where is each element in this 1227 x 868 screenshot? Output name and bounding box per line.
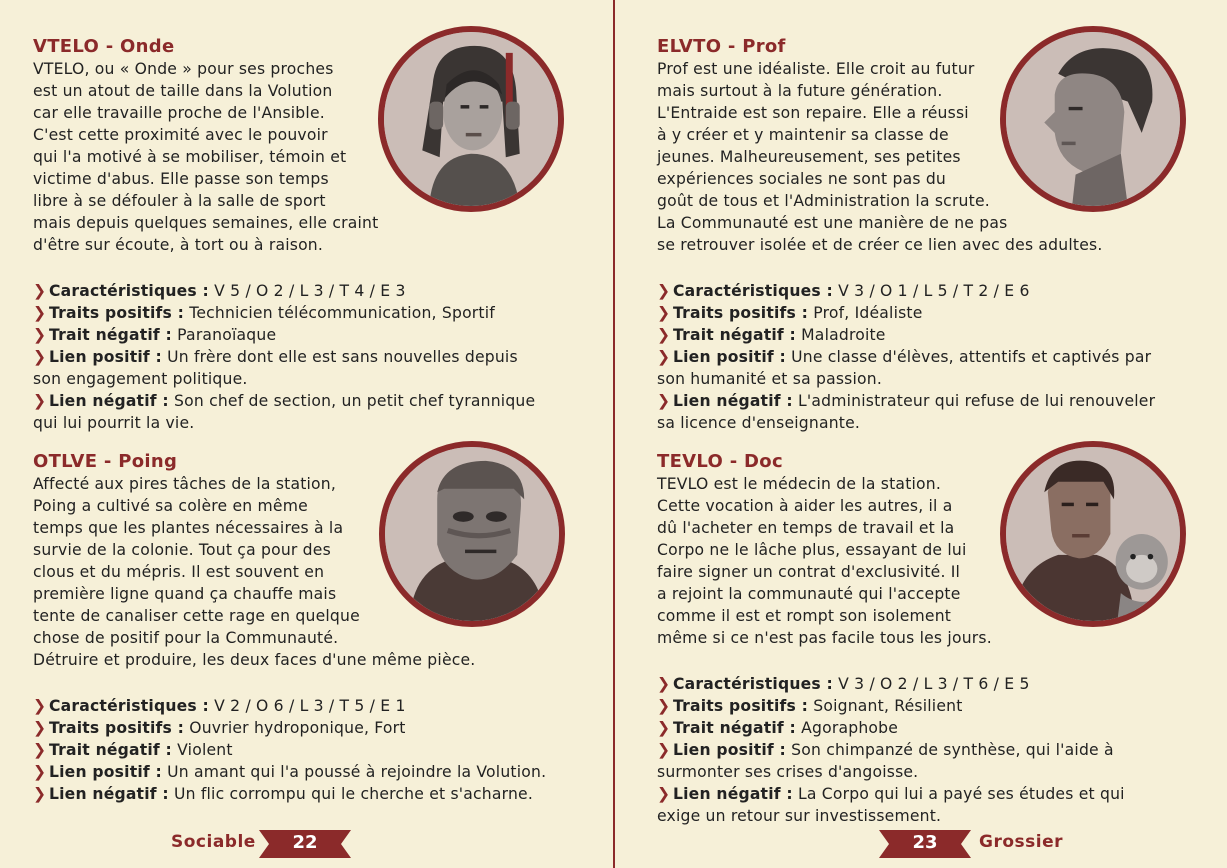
trait-row	[657, 280, 1202, 302]
description-line: Affecté aux pires tâches de la station,	[33, 475, 337, 493]
description-line: comme il est et rompt son isolement	[657, 607, 952, 625]
description-line: L'Entraide est son repaire. Elle a réussi	[657, 104, 969, 122]
trait-value: Maladroite	[801, 326, 886, 344]
trait-label: Traits positifs :	[673, 697, 809, 715]
trait-value: Un frère dont elle est sans nouvelles depuis	[167, 348, 518, 366]
trait-label: Caractéristiques :	[49, 697, 209, 715]
description-line: se retrouver isolée et de créer ce lien avec des adultes.	[657, 236, 1103, 254]
woman-profile-portrait-icon	[1000, 26, 1186, 212]
chevron-right-icon: ❯	[657, 719, 671, 737]
trait-value-continued: exige un retour sur investissement.	[657, 807, 942, 825]
trait-value-continued: sa licence d'enseignante.	[657, 414, 861, 432]
trait-value: Un flic corrompu qui le cherche et s'acharne.	[173, 785, 534, 803]
trait-row	[657, 390, 1202, 434]
chevron-right-icon: ❯	[33, 785, 47, 803]
trait-value: V 5 / O 2 / L 3 / T 4 / E 3	[214, 282, 406, 300]
character-name: ELVTO - Prof	[657, 36, 786, 57]
chevron-right-icon: ❯	[657, 741, 671, 759]
trait-value: Violent	[177, 741, 233, 759]
trait-label: Lien positif :	[49, 348, 162, 366]
description-line: jeunes. Malheureusement, ses petites	[657, 148, 961, 166]
description-line: première ligne quand ça chauffe mais	[33, 585, 337, 603]
page-number-flag-left	[255, 826, 355, 862]
trait-row	[657, 324, 1202, 346]
chevron-right-icon: ❯	[657, 392, 671, 410]
trait-label: Lien négatif :	[49, 392, 169, 410]
description-line: Cette vocation à aider les autres, il a	[657, 497, 953, 515]
chevron-right-icon: ❯	[33, 392, 47, 410]
character-name: OTLVE - Poing	[33, 451, 178, 472]
description-line: à y créer et y maintenir sa classe de	[657, 126, 949, 144]
page-number-right: 23	[912, 832, 938, 853]
description-line: victime d'abus. Elle passe son temps	[33, 170, 329, 188]
trait-label: Traits positifs :	[49, 304, 185, 322]
description-line: temps que les plantes nécessaires à la	[33, 519, 344, 537]
trait-row	[657, 783, 1202, 827]
trait-value: Prof, Idéaliste	[813, 304, 923, 322]
description-line: expériences sociales ne sont pas du	[657, 170, 947, 188]
trait-row	[33, 761, 593, 783]
description-line: C'est cette proximité avec le pouvoir	[33, 126, 328, 144]
trait-label: Trait négatif :	[673, 719, 796, 737]
description-line: TEVLO est le médecin de la station.	[657, 475, 942, 493]
trait-value: Une classe d'élèves, attentifs et captivés par	[791, 348, 1152, 366]
trait-label: Caractéristiques :	[49, 282, 209, 300]
traits-list	[657, 673, 1202, 827]
trait-label: Lien positif :	[673, 741, 786, 759]
chevron-right-icon: ❯	[657, 348, 671, 366]
traits-list	[33, 280, 593, 434]
description-line: est un atout de taille dans la Volution	[33, 82, 333, 100]
trait-value: Agoraphobe	[801, 719, 899, 737]
trait-label: Traits positifs :	[673, 304, 809, 322]
chevron-right-icon: ❯	[657, 282, 671, 300]
trait-label: Caractéristiques :	[673, 675, 833, 693]
trait-row	[33, 324, 593, 346]
trait-row	[657, 717, 1202, 739]
traits-list	[657, 280, 1202, 434]
chevron-right-icon: ❯	[33, 304, 47, 322]
trait-row	[33, 717, 593, 739]
description-line: dû l'acheter en temps de travail et la	[657, 519, 955, 537]
trait-value-continued: qui lui pourrit la vie.	[33, 414, 195, 432]
chevron-right-icon: ❯	[657, 304, 671, 322]
man-with-chimpanzee-portrait-icon	[1000, 441, 1186, 627]
page-divider	[613, 0, 615, 868]
description-line: chose de positif pour la Communauté.	[33, 629, 339, 647]
chevron-right-icon: ❯	[33, 741, 47, 759]
description-line: VTELO, ou « Onde » pour ses proches	[33, 60, 334, 78]
description-line: survie de la colonie. Tout ça pour des	[33, 541, 331, 559]
description-line: clous et du mépris. Il est souvent en	[33, 563, 325, 581]
chevron-right-icon: ❯	[33, 719, 47, 737]
chevron-right-icon: ❯	[657, 326, 671, 344]
page-number-flag-right	[875, 826, 975, 862]
chevron-right-icon: ❯	[657, 785, 671, 803]
chevron-right-icon: ❯	[33, 763, 47, 781]
trait-row	[33, 783, 593, 805]
trait-value-continued: son engagement politique.	[33, 370, 248, 388]
trait-row	[657, 302, 1202, 324]
trait-label: Lien négatif :	[673, 392, 793, 410]
trait-row	[33, 695, 593, 717]
description-line: mais surtout à la future génération.	[657, 82, 943, 100]
trait-value-continued: surmonter ses crises d'angoisse.	[657, 763, 919, 781]
page-number-left: 22	[292, 832, 318, 853]
trait-label: Trait négatif :	[49, 326, 172, 344]
trait-value: Paranoïaque	[177, 326, 277, 344]
trait-value: Son chimpanzé de synthèse, qui l'aide à	[791, 741, 1114, 759]
trait-label: Trait négatif :	[49, 741, 172, 759]
description-line: même si ce n'est pas facile tous les jours.	[657, 629, 992, 647]
trait-value: V 3 / O 2 / L 3 / T 6 / E 5	[838, 675, 1030, 693]
description-line: goût de tous et l'Administration la scrute.	[657, 192, 990, 210]
helmeted-man-portrait-icon	[379, 441, 565, 627]
footer-label-right: Grossier	[979, 832, 1063, 852]
trait-value: Ouvrier hydroponique, Fort	[189, 719, 406, 737]
description-line: Poing a cultivé sa colère en même	[33, 497, 308, 515]
description-line: mais depuis quelques semaines, elle craint	[33, 214, 379, 232]
trait-row	[33, 390, 593, 434]
footer-label-left: Sociable	[171, 832, 256, 852]
chevron-right-icon: ❯	[33, 348, 47, 366]
trait-value: Soignant, Résilient	[813, 697, 963, 715]
trait-row	[33, 346, 593, 390]
trait-value: La Corpo qui lui a payé ses études et qui	[797, 785, 1125, 803]
description-line: qui l'a motivé à se mobiliser, témoin et	[33, 148, 347, 166]
description-line: a rejoint la communauté qui l'accepte	[657, 585, 961, 603]
trait-value: Un amant qui l'a poussé à rejoindre la Volution.	[167, 763, 547, 781]
trait-value: Technicien télécommunication, Sportif	[189, 304, 495, 322]
traits-list	[33, 695, 593, 805]
description-line: Détruire et produire, les deux faces d'une même pièce.	[33, 651, 476, 669]
trait-row	[33, 280, 593, 302]
trait-label: Caractéristiques :	[673, 282, 833, 300]
chevron-right-icon: ❯	[657, 675, 671, 693]
trait-row	[657, 346, 1202, 390]
description-line: d'être sur écoute, à tort ou à raison.	[33, 236, 324, 254]
trait-row	[33, 739, 593, 761]
trait-label: Lien positif :	[673, 348, 786, 366]
trait-value-continued: son humanité et sa passion.	[657, 370, 883, 388]
description-line: tente de canaliser cette rage en quelque	[33, 607, 360, 625]
chevron-right-icon: ❯	[33, 326, 47, 344]
description-line: Prof est une idéaliste. Elle croit au futur	[657, 60, 975, 78]
chevron-right-icon: ❯	[657, 697, 671, 715]
trait-value: V 2 / O 6 / L 3 / T 5 / E 1	[214, 697, 406, 715]
trait-row	[657, 673, 1202, 695]
trait-value: L'administrateur qui refuse de lui renouveler	[797, 392, 1156, 410]
trait-label: Traits positifs :	[49, 719, 185, 737]
character-name: VTELO - Onde	[33, 36, 175, 57]
trait-value: V 3 / O 1 / L 5 / T 2 / E 6	[838, 282, 1030, 300]
trait-row	[657, 695, 1202, 717]
chevron-right-icon: ❯	[33, 697, 47, 715]
chevron-right-icon: ❯	[33, 282, 47, 300]
trait-row	[657, 739, 1202, 783]
trait-value: Son chef de section, un petit chef tyrannique	[173, 392, 536, 410]
description-line: La Communauté est une manière de ne pas	[657, 214, 1008, 232]
trait-label: Trait négatif :	[673, 326, 796, 344]
trait-row	[33, 302, 593, 324]
description-line: libre à se défouler à la salle de sport	[33, 192, 326, 210]
description-line: faire signer un contrat d'exclusivité. Il	[657, 563, 961, 581]
character-name: TEVLO - Doc	[657, 451, 783, 472]
trait-label: Lien positif :	[49, 763, 162, 781]
woman-with-headset-portrait-icon	[378, 26, 564, 212]
description-line: Corpo ne le lâche plus, essayant de lui	[657, 541, 967, 559]
description-line: car elle travaille proche de l'Ansible.	[33, 104, 325, 122]
trait-label: Lien négatif :	[673, 785, 793, 803]
trait-label: Lien négatif :	[49, 785, 169, 803]
